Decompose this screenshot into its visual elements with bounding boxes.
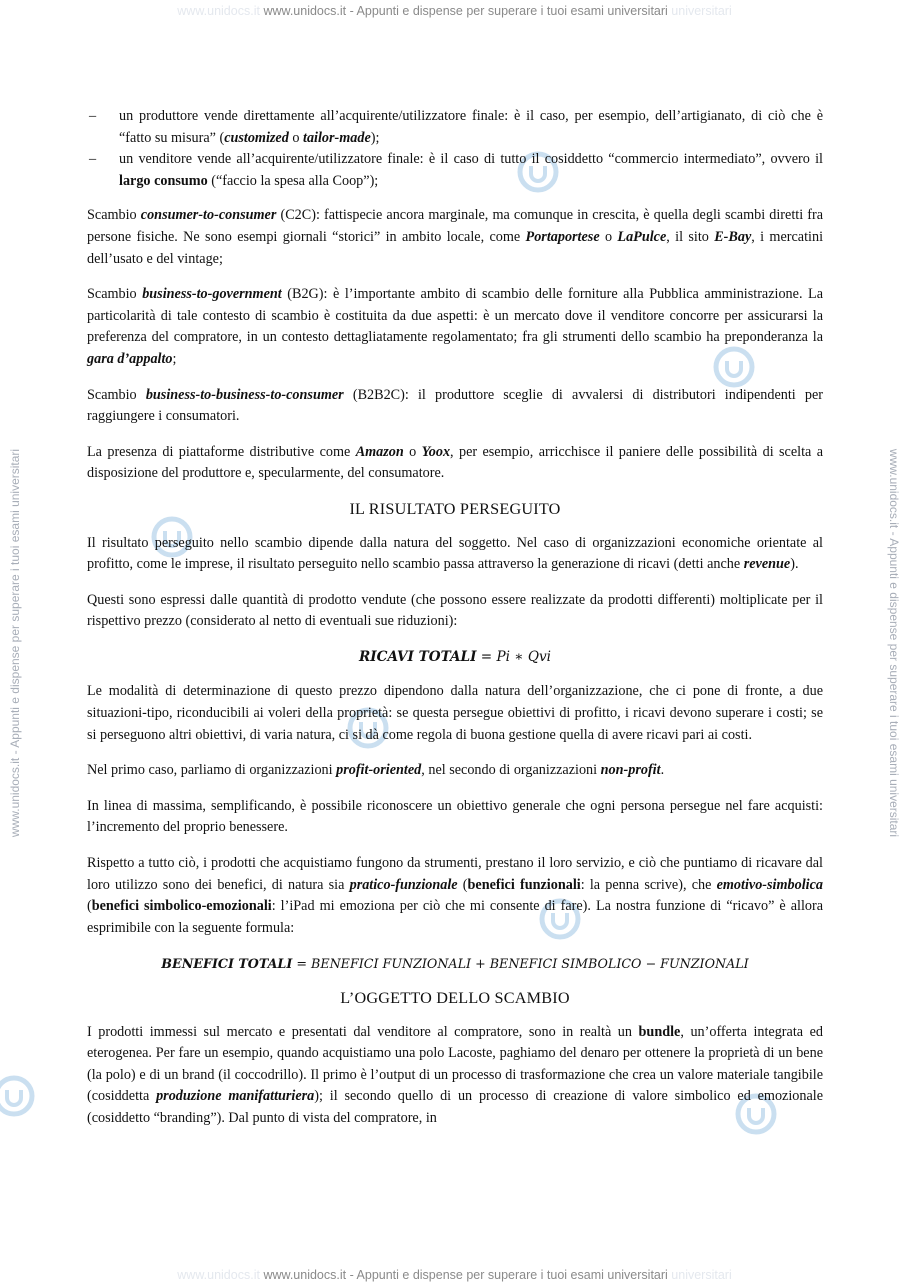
- watermark-ghost-right: universitari: [671, 1268, 732, 1282]
- unidocs-logo-icon: [0, 1074, 36, 1118]
- watermark-bottom-text: www.unidocs.it - Appunti e dispense per superare i tuoi esami universitari: [263, 1268, 668, 1282]
- watermark-left: www.unidocs.it - Appunti e dispense per superare i tuoi esami universitari: [8, 448, 22, 838]
- paragraph-quantita: Questi sono espressi dalle quantità di prodotto vendute (che possono essere realizzate da prodotti differenti) moltiplicate per il rispettivo prezzo (considerato al netto di eventuali sue riduzioni):: [87, 591, 823, 630]
- document-body: [87, 106, 823, 1144]
- section-heading-risultato: IL RISULTATO PERSEGUITO: [349, 499, 561, 518]
- bullet-list: [87, 106, 823, 192]
- paragraph-linea: In linea di massima, semplificando, è possibile riconoscere un obiettivo generale che ogni persona persegue nel fare acquisti: l’incremento del proprio benessere.: [87, 797, 823, 836]
- watermark-bottom: [0, 1268, 909, 1282]
- paragraph-risultato: Il risultato perseguito nello scambio dipende dalla natura del soggetto. Nel caso di organizzazioni economiche orientate al profitto, come le imprese, il risultato perseguito nello scambio passa attraverso la generazione di ricavi (detti anche revenue).: [87, 534, 823, 573]
- watermark-ghost-left: www.unidocs.it: [177, 4, 260, 18]
- paragraph-amazon: La presenza di piattaforme distributive come Amazon o Yoox, per esempio, arricchisce il paniere delle possibilità di scelta a disposizione del produttore e, specularmente, del consumatore.: [87, 443, 823, 482]
- term-largo-consumo: largo consumo: [119, 172, 208, 189]
- paragraph-b2b2c: Scambio business-to-business-to-consumer (B2B2C): il produttore sceglie di avvalersi di distributori indipendenti per raggiungere i consumatori.: [87, 386, 823, 425]
- bullet-dash: –: [89, 151, 97, 168]
- paragraph-modalita: Le modalità di determinazione di questo prezzo dipendono dalla natura dell’organizzazione, che ci pone di fronte, a due situazioni-tipo, riconducibili ai voleri della proprietà: se questa persegue obiettivi di profitto, i ricavi devono superare i costi; se si perseguono altri obiettivi, di varia natura, ci si dà come regola di buona gestione quella di avere ricavi pari ai costi.: [87, 683, 823, 743]
- term-customized: customized: [224, 129, 289, 146]
- list-item: – un venditore vende all’acquirente/utilizzatore finale: è il caso di tutto il cosiddetto “commercio intermediato”, ovvero il largo consumo (“faccio la spesa alla Coop”);: [89, 151, 823, 189]
- formula-benefici-totali: BENEFICI TOTALI = BENEFICI FUNZIONALI + BENEFICI SIMBOLICO − FUNZIONALI: [161, 956, 749, 972]
- paragraph-b2g: Scambio business-to-government (B2G): è l’importante ambito di scambio delle forniture alla Pubblica amministrazione. La particolarità di tale contesto di scambio è costituita da due aspetti: è un mercato dove il venditore concorre per assicurarsi la preferenza del compratore, in un contesto dettagliatamente regolamentato; fra gli strumenti dello scambio ha preponderanza la gara d’appalto;: [87, 286, 824, 367]
- paragraph-prodotti: I prodotti immessi sul mercato e presentati dal venditore al compratore, sono in realtà un bundle, un’offerta integrata ed eterogenea. Per fare un esempio, quando acquistiamo una polo Lacoste, paghiamo del denaro per ottenere la proprietà di un bene (la polo) e di un brand (il coccodrillo). Il primo è l’output di un processo di trasformazione che crea un valore materiale tangibile (cosiddetta produzione manifatturiera); il secondo quello di un processo di creazione di valore simbolico ed emozionale (cosiddetto “branding”). Dal punto di vista del compratore, in: [87, 1023, 824, 1126]
- formula-ricavi-totali: RICAVI TOTALI = Pi ∗ Qvi: [358, 648, 552, 665]
- bullet-dash: –: [89, 108, 97, 124]
- paragraph-primo-caso: Nel primo caso, parliamo di organizzazioni profit-oriented, nel secondo di organizzazioni non-profit.: [87, 762, 665, 779]
- watermark-top: [0, 4, 909, 18]
- term-tailor-made: tailor-made: [303, 129, 371, 146]
- section-heading-oggetto: L’OGGETTO DELLO SCAMBIO: [340, 989, 570, 1007]
- watermark-top-text: www.unidocs.it - Appunti e dispense per superare i tuoi esami universitari: [263, 4, 668, 18]
- watermark-ghost-right: universitari: [671, 4, 732, 18]
- paragraph-c2c: Scambio consumer-to-consumer (C2C): fattispecie ancora marginale, ma comunque in crescita, è quella degli scambi diretti fra persone fisiche. Ne sono esempi giornali “storici” in ambito locale, come Portaportese o LaPulce, il sito E-Bay, i mercatini dell’usato e del vintage;: [87, 207, 824, 267]
- list-item: – un produttore vende direttamente all’acquirente/utilizzatore finale: è il caso, per esempio, dell’artigianato, di ciò che è “fatto su misura” (customized o tailor-made);: [89, 108, 823, 146]
- watermark-right: www.unidocs.it - Appunti e dispense per superare i tuoi esami universitari: [887, 448, 901, 838]
- watermark-ghost-left: www.unidocs.it: [177, 1268, 260, 1282]
- paragraph-rispetto: Rispetto a tutto ciò, i prodotti che acquistiamo fungono da strumenti, prestano il loro servizio, e ciò che puntiamo di ricavare dal loro utilizzo sono dei benefici, di natura sia pratico-funzionale (benefici funzionali: la penna scrive), che emotivo-simbolica (benefici simbolico-emozionali: l’iPad mi emoziona per ciò che mi consente di fare). La nostra funzione di “ricavo” è allora esprimibile con la seguente formula:: [87, 855, 823, 936]
